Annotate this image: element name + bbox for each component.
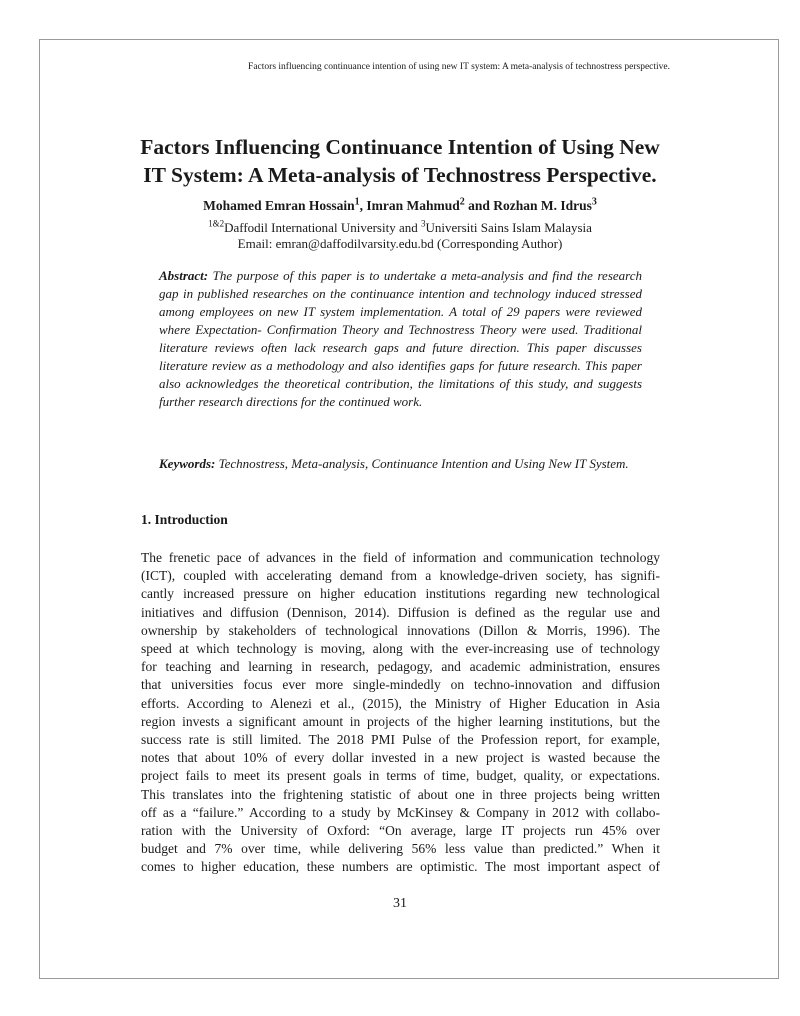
author-name-1: Mohamed Emran Hossain (203, 198, 355, 213)
author-sup-2: 2 (459, 196, 465, 208)
author-sup-1: 1 (354, 196, 360, 208)
running-head: Factors influencing continuance intention of using new IT system: A meta-analysis of technostress perspective. (248, 62, 670, 72)
body-line: region invests a significant amount in projects of the higher learning institutions, but the (141, 713, 660, 729)
body-line: efforts. According to Alenezi et al., (2015), the Ministry of Higher Education in Asia (141, 695, 660, 711)
body-line: cantly increased pressure on higher education institutions regarding new technological (141, 586, 660, 602)
body-line: budget and 7% over time, while delivering 56% less value than predicted.” When it (141, 841, 660, 857)
body-line: project fails to meet its present goals in terms of time, budget, quality, or expectations. (141, 768, 660, 784)
author-separator-1: , (359, 198, 367, 213)
abstract-text: The purpose of this paper is to undertake a meta-analysis and find the research gap in published researches on the continuance intention and technology induced stressed among employees on new IT system implementation. A total of 29 papers were reviewed where Expectation- Confirmation Theory and Technostress Theory were used. Traditional literature reviews often lack research gaps and future direction. This paper discusses literature review as a methodology and also identifies gaps for future research. This paper also acknowledges the theoretical contribution, the limitations of this study, and suggests further research directions for the continued work. (159, 268, 642, 409)
affiliation-institution-2: Universiti Sains Islam Malaysia (425, 220, 592, 235)
affiliation-block (130, 220, 670, 252)
affiliation-line (130, 220, 670, 236)
keywords-label: Keywords: (159, 456, 216, 471)
body-line: The frenetic pace of advances in the field of information and communication technology (141, 550, 660, 565)
body-line: that universities focus ever more single-mindedly on techno-innovation and diffusion (141, 677, 660, 693)
body-line: This translates into the frightening statistic of about one in three projects being written (141, 786, 660, 802)
body-line: ration with the University of Oxford: “On average, large IT projects run 45% over (141, 823, 660, 839)
body-line: notes that about 10% of every dollar invested in a new project is wasted because the (141, 750, 660, 766)
page-number: 31 (393, 896, 407, 911)
author-separator-2: and (464, 198, 494, 213)
keywords-paragraph (159, 455, 642, 473)
title-line-1: Factors Influencing Continuance Intention of Using New (140, 135, 660, 159)
body-line: ownership by stakeholders of technological innovations (Dillon & Morris, 1996). The (141, 622, 660, 638)
author-name-3: Rozhan M. Idrus (493, 198, 592, 213)
abstract-paragraph (159, 267, 642, 411)
body-line: success rate is still limited. The 2018 PMI Pulse of the Profession report, for example, (141, 732, 660, 748)
affiliation-sup-2: 3 (420, 218, 426, 229)
author-line (130, 198, 670, 214)
body-line: for teaching and learning in research, pedagogy, and academic administration, ensures (141, 659, 660, 675)
author-sup-3: 3 (591, 196, 597, 208)
body-line: initiatives and diffusion (Dennison, 2014). Diffusion is defined as the regular use and (141, 604, 660, 620)
affiliation-institution-1: Daffodil International University and (224, 220, 421, 235)
title-line-2: IT System: A Meta-analysis of Technostress Perspective. (143, 163, 657, 187)
affiliation-sup-1: 1&2 (208, 218, 225, 229)
keywords-text: Technostress, Meta-analysis, Continuance Intention and Using New IT System. (218, 456, 629, 471)
introduction-body (141, 549, 660, 877)
body-line: (ICT), coupled with accelerating demand from a knowledge-driven society, has signifi- (141, 568, 660, 584)
section-heading: 1. Introduction (141, 512, 228, 527)
paper-title (130, 133, 670, 189)
abstract-label: Abstract: (159, 268, 209, 283)
body-line: off as a “failure.” According to a study by McKinsey & Company in 2012 with collabo- (141, 804, 660, 820)
email-line: Email: emran@daffodilvarsity.edu.bd (Corresponding Author) (237, 236, 563, 251)
body-line: comes to higher education, these numbers are optimistic. The most important aspect of (141, 859, 660, 875)
author-name-2: Imran Mahmud (366, 198, 460, 213)
body-line: speed at which technology is moving, along with the ever-increasing use of technology (141, 641, 660, 657)
